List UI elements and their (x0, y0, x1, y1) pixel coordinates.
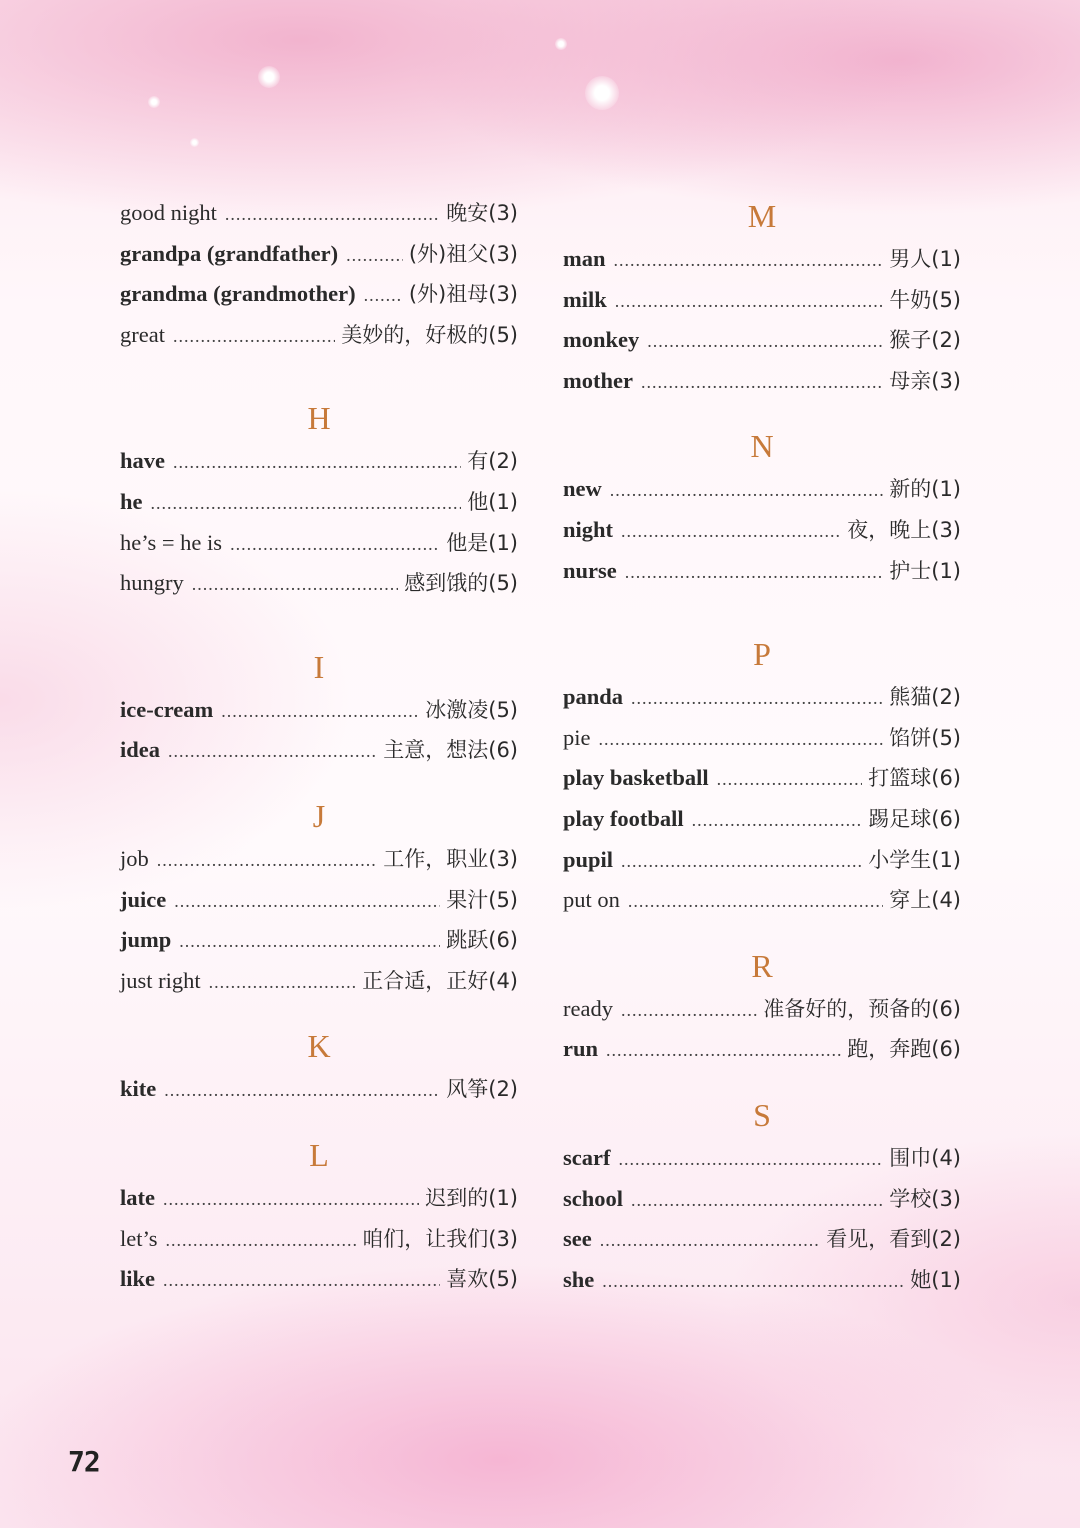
entry-meaning: 看见，看到(2) (826, 1227, 961, 1252)
entry-meaning: 他(1) (467, 489, 518, 514)
entry-meaning: (外)祖父(3) (408, 241, 518, 266)
entry-meaning: 他是(1) (446, 530, 518, 555)
entry-word: just right (120, 967, 201, 993)
entry-meaning: 晚安(3) (446, 201, 518, 225)
leader-dots (164, 1070, 440, 1111)
entry-word: let’s (120, 1225, 158, 1251)
entry-meaning: 猴子(2) (889, 328, 961, 353)
glossary-entry (120, 961, 518, 1002)
glossary-entry (563, 320, 961, 361)
entry-word: milk (563, 286, 607, 312)
leader-dots (621, 990, 757, 1031)
glossary-entry (120, 1069, 518, 1110)
entry-word: hungry (120, 570, 184, 596)
leader-dots (647, 321, 883, 362)
entry-word: have (120, 448, 165, 474)
entry-meaning: 学校(3) (889, 1186, 961, 1211)
entry-meaning: 冰激凌(5) (425, 697, 518, 722)
glossary-entry (563, 469, 961, 510)
entry-meaning: 工作，职业(3) (383, 846, 518, 871)
entry-word: put on (563, 887, 620, 913)
entry-meaning: 打篮球(6) (868, 766, 961, 791)
leader-dots (600, 1220, 821, 1261)
section-gap (120, 1110, 518, 1132)
entry-word: new (563, 476, 602, 502)
entry-meaning: 正合适，正好(4) (362, 968, 518, 993)
glossary-entry (120, 880, 518, 921)
entry-word: scarf (563, 1144, 611, 1170)
entry-word: he (120, 488, 143, 514)
section-letter-heading: I (313, 648, 325, 685)
entry-meaning: 主意，想法(6) (383, 738, 518, 763)
section-letter-heading: H (307, 400, 331, 437)
entry-word: like (120, 1266, 156, 1292)
glossary-entry (563, 1138, 961, 1179)
leader-dots (717, 759, 863, 800)
leader-dots (621, 511, 841, 552)
entry-meaning: 新的(1) (889, 477, 961, 502)
decor-bubble (190, 138, 199, 147)
glossary-entry (563, 239, 961, 280)
leader-dots (625, 552, 883, 593)
page-number: 72 (68, 1445, 100, 1478)
glossary-entry (563, 280, 961, 321)
decor-bubble (555, 38, 567, 50)
section-gap (120, 604, 518, 644)
glossary-entry (120, 193, 518, 234)
leader-dots (151, 483, 462, 524)
glossary-entry (563, 718, 961, 759)
entry-word: good night (120, 200, 217, 225)
section-letter-heading: L (309, 1136, 329, 1173)
entry-meaning: 迟到的(1) (425, 1185, 518, 1210)
leader-dots (163, 1179, 419, 1220)
glossary-entry (563, 677, 961, 718)
entry-word: kite (120, 1076, 157, 1102)
entry-word: late (120, 1184, 155, 1210)
entry-word: grandma (grandmother) (120, 281, 356, 307)
leader-dots (157, 840, 377, 881)
leader-dots (606, 1030, 841, 1071)
entry-word: monkey (563, 327, 640, 353)
glossary-entry (120, 920, 518, 961)
entry-word: mother (563, 367, 633, 393)
entry-meaning: 小学生(1) (868, 847, 961, 872)
leader-dots (364, 275, 403, 316)
glossary-entry (120, 441, 518, 482)
leader-dots (599, 719, 884, 760)
section-gap (120, 355, 518, 395)
leader-dots (615, 281, 883, 322)
glossary-entry (563, 361, 961, 402)
entry-meaning: (外)祖母(3) (408, 282, 518, 307)
section-gap (563, 401, 961, 423)
glossary-entry (120, 1219, 518, 1260)
entry-word: see (563, 1226, 592, 1252)
glossary-entry (563, 1029, 961, 1070)
glossary-entry (120, 315, 518, 356)
leader-dots (628, 881, 883, 922)
glossary-entry (120, 523, 518, 564)
entry-meaning: 准备好的，预备的(6) (763, 996, 961, 1021)
entry-word: great (120, 321, 165, 347)
section-letter-heading: K (307, 1028, 331, 1065)
glossary-entry (120, 482, 518, 523)
decor-bubble (585, 76, 619, 110)
glossary-entry (563, 880, 961, 921)
glossary-left-column (120, 193, 518, 1300)
section-gap (563, 921, 961, 943)
entry-meaning: 穿上(4) (889, 888, 961, 913)
leader-dots (173, 442, 461, 483)
entry-meaning: 跳跃(6) (446, 928, 518, 953)
glossary-entry (563, 799, 961, 840)
leader-dots (610, 470, 884, 511)
entry-meaning: 护士(1) (889, 558, 961, 583)
leader-dots (692, 800, 863, 841)
leader-dots (346, 235, 403, 276)
leader-dots (173, 316, 335, 357)
decor-bubble (258, 66, 280, 88)
entry-meaning: 风筝(2) (446, 1077, 518, 1102)
entry-word: school (563, 1185, 624, 1211)
entry-word: man (563, 246, 606, 271)
section-gap (120, 771, 518, 793)
leader-dots (192, 564, 399, 605)
decor-bubble (148, 96, 160, 108)
section-letter-heading: J (312, 797, 326, 834)
glossary-entry (563, 840, 961, 881)
glossary-entry (120, 1178, 518, 1219)
glossary-right-column (563, 193, 961, 1300)
entry-word: ready (563, 995, 613, 1021)
entry-meaning: 美妙的，好极的(5) (341, 322, 518, 347)
leader-dots (230, 524, 440, 565)
section-letter-heading: M (747, 198, 777, 234)
entry-meaning: 有(2) (467, 449, 518, 474)
glossary-entry (563, 551, 961, 592)
section-gap (120, 1001, 518, 1023)
leader-dots (168, 731, 377, 772)
glossary-entry (120, 563, 518, 604)
entry-word: pie (563, 724, 591, 750)
entry-word: job (120, 845, 149, 871)
section-letter-heading: N (750, 428, 774, 465)
leader-dots (163, 1260, 440, 1301)
entry-meaning: 跑，奔跑(6) (847, 1037, 961, 1062)
entry-word: juice (120, 886, 167, 912)
entry-meaning: 夜，晚上(3) (847, 517, 961, 542)
entry-meaning: 她(1) (910, 1267, 961, 1292)
glossary-entry (120, 1259, 518, 1300)
leader-dots (221, 691, 419, 732)
leader-dots (621, 841, 862, 882)
entry-word: ice-cream (120, 696, 214, 722)
leader-dots (179, 921, 440, 962)
entry-meaning: 牛奶(5) (889, 287, 961, 312)
entry-meaning: 男人(1) (889, 247, 961, 271)
glossary-entry (563, 989, 961, 1030)
entry-word: play basketball (563, 765, 709, 791)
glossary-entry (563, 1260, 961, 1301)
entry-meaning: 围巾(4) (889, 1145, 961, 1170)
glossary-entry (120, 839, 518, 880)
leader-dots (225, 194, 440, 235)
entry-word: panda (563, 684, 624, 710)
leader-dots (166, 1220, 357, 1261)
entry-meaning: 踢足球(6) (868, 806, 961, 831)
leader-dots (641, 362, 883, 403)
section-letter-heading: S (753, 1096, 771, 1133)
entry-meaning: 喜欢(5) (446, 1267, 518, 1292)
entry-meaning: 感到饿的(5) (404, 571, 518, 596)
entry-meaning: 熊猫(2) (889, 685, 961, 710)
glossary-entry (120, 274, 518, 315)
glossary-entry (563, 758, 961, 799)
glossary-entry (120, 234, 518, 275)
glossary-entry (563, 1179, 961, 1220)
leader-dots (209, 962, 357, 1003)
leader-dots (631, 1180, 883, 1221)
entry-word: run (563, 1036, 599, 1062)
section-gap (563, 591, 961, 631)
entry-meaning: 果汁(5) (446, 887, 518, 912)
entry-word: play football (563, 805, 684, 831)
entry-word: she (563, 1266, 595, 1292)
section-letter-heading: R (751, 947, 773, 984)
entry-meaning: 母亲(3) (889, 368, 961, 393)
leader-dots (602, 1261, 904, 1302)
entry-meaning: 咱们，让我们(3) (362, 1226, 518, 1251)
entry-word: idea (120, 737, 161, 763)
glossary-entry (120, 690, 518, 731)
entry-word: night (563, 516, 614, 542)
section-letter-heading: P (753, 636, 771, 673)
leader-dots (631, 678, 883, 719)
entry-word: nurse (563, 557, 617, 583)
entry-word: pupil (563, 846, 614, 872)
glossary-entry (120, 730, 518, 771)
glossary-entry (563, 1219, 961, 1260)
section-gap (563, 1070, 961, 1092)
entry-meaning: 馅饼(5) (889, 725, 961, 750)
entry-word: he’s = he is (120, 529, 223, 555)
entry-word: grandpa (grandfather) (120, 240, 339, 266)
leader-dots (618, 1139, 883, 1180)
leader-dots (174, 881, 440, 922)
leader-dots (614, 240, 884, 281)
entry-word: jump (120, 927, 172, 953)
glossary-entry (563, 510, 961, 551)
